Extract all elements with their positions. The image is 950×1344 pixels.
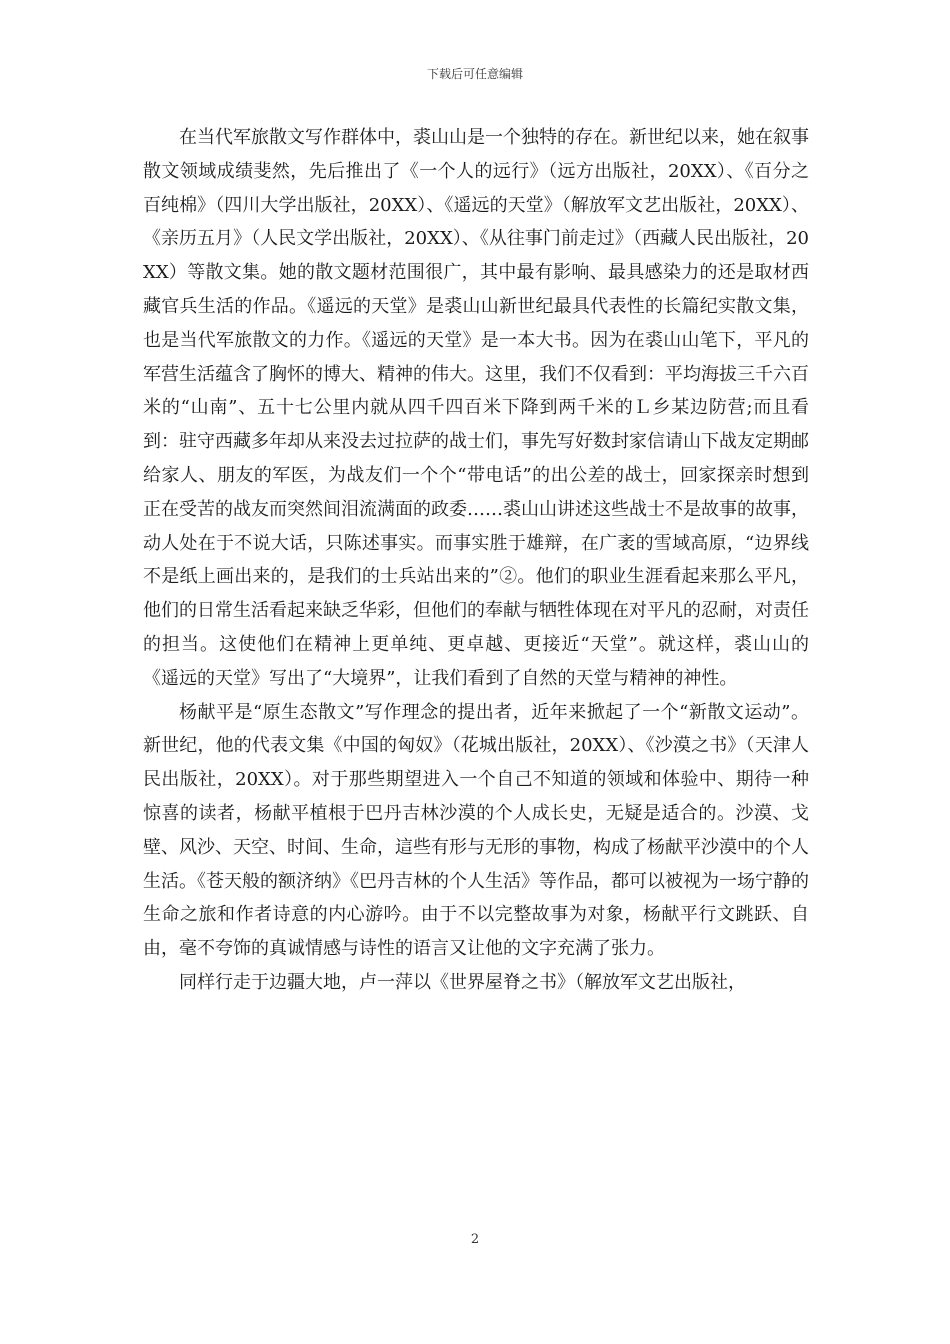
page-number: 2 (470, 1232, 480, 1247)
page-header: 下载后可任意编辑 (426, 67, 523, 81)
paragraph-3: 同样行走于边疆大地，卢一萍以《世界屋脊之书》（解放军文艺出版社， (179, 971, 746, 993)
paragraph-1: 在当代军旅散文写作群体中，裘山山是一个独特的存在。新世纪以来，她在叙事散文领域成绩斐然，先后推出了《一个人的远行》（远方出版社，20XX）、《百分之百纯棉》（四川大学出版社，20XX）、《遥远的天堂》（解放军文艺出版社，20XX）、《亲历五月》（人民文学出版社，20XX）、《从往事门前走过》（西藏人民出版社，20XX）等散文集。她的散文题材范围很广，其中最有影响、最具感染力的还是取材西藏官兵生活的作品。《遥远的天堂》是裘山山新世纪最具代表性的长篇纪实散文集，也是当代军旅散文的力作。《遥远的天堂》是一本大书。因为在裘山山笔下，平凡的军营生活蕴含了胸怀的博大、精神的伟大。这里，我们不仅看到：平均海拔三千六百米的“山南”、五十七公里内就从四千四百米下降到两千米的Ｌ乡某边防营;而且看到：驻守西藏多年却从来没去过拉萨的战士们，事先写好数封家信请山下战友定期邮给家人、朋友的军医，为战友们一个个“带电话”的出公差的战士，回家探亲时想到正在受苦的战友而突然间泪流满面的政委……裘山山讲述这些战士不是故事的故事，动人处在于不说大话，只陈述事实。而事实胜于雄辩，在广袤的雪域高原，“边界线不是纸上画出来的，是我们的士兵站出来的”②。他们的职业生涯看起来那么平凡，他们的日常生活看起来缺乏华彩，但他们的奉献与牺牲体现在对平凡的忍耐，对责任的担当。这使他们在精神上更单纯、更卓越、更接近“天堂”。就这样，裘山山的《遥远的天堂》写出了“大境界”，让我们看到了自然的天堂与精神的神性。 (143, 127, 809, 689)
body-text (143, 121, 809, 1000)
paragraph-2: 杨献平是“原生态散文”写作理念的提出者，近年来掀起了一个“新散文运动”。新世纪，他的代表文集《中国的匈奴》（花城出版社，20XX）、《沙漠之书》（天津人民出版社，20XX）。对于那些期望进入一个自己不知道的领域和体验中、期待一种惊喜的读者，杨献平植根于巴丹吉林沙漠的个人成长史，无疑是适合的。沙漠、戈壁、风沙、天空、时间、生命，這些有形与无形的事物，构成了杨献平沙漠中的个人生活。《苍天般的额济纳》《巴丹吉林的个人生活》等作品，都可以被视为一场宁静的生命之旅和作者诗意的内心游吟。由于不以完整故事为对象，杨献平行文跳跃、自由，毫不夸饰的真诚情感与诗性的语言又让他的文字充满了张力。 (143, 701, 809, 960)
